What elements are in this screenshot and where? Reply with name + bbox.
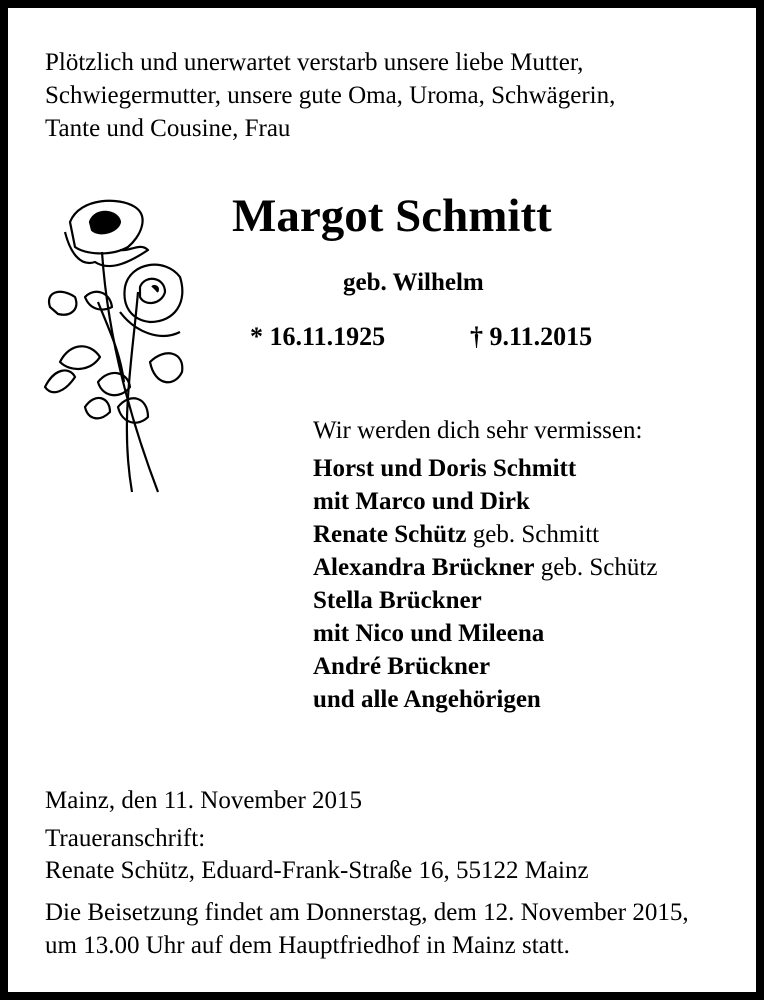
mourner: mit Nico und Mileena	[313, 620, 545, 647]
mourner: Alexandra Brückner geb. Schütz	[313, 554, 658, 581]
burial-line: Die Beisetzung findet am Donnerstag, dem 12. November 2015,	[45, 899, 689, 926]
maiden-name: geb. Wilhelm	[343, 269, 484, 296]
birth-date: * 16.11.1925	[250, 322, 386, 351]
mourner: Stella Brückner	[313, 587, 482, 614]
intro-line: Tante und Cousine, Frau	[45, 115, 291, 142]
mourner: Renate Schütz geb. Schmitt	[313, 521, 600, 548]
mourner: André Brückner	[313, 653, 491, 680]
mourner: mit Marco und Dirk	[313, 488, 530, 515]
mourners-list	[313, 452, 657, 716]
burial-info	[45, 896, 689, 962]
mourning-address: Renate Schütz, Eduard-Frank-Straße 16, 55122 Mainz	[45, 857, 589, 884]
miss-line: Wir werden dich sehr vermissen:	[313, 417, 643, 444]
address-label: Traueranschrift:	[45, 825, 206, 852]
mourner: und alle Angehörigen	[313, 686, 541, 713]
death-date: † 9.11.2015	[470, 322, 593, 351]
intro-line: Plötzlich und unerwartet verstarb unsere liebe Mutter,	[45, 49, 584, 76]
place-date: Mainz, den 11. November 2015	[45, 787, 363, 814]
intro-line: Schwiegermutter, unsere gute Oma, Uroma, Schwägerin,	[45, 82, 616, 109]
rose-illustration	[40, 192, 190, 502]
mourner: Horst und Doris Schmitt	[313, 455, 577, 482]
intro-text	[45, 46, 615, 145]
burial-line: um 13.00 Uhr auf dem Hauptfriedhof in Mainz statt.	[45, 932, 570, 959]
deceased-name: Margot Schmitt	[232, 190, 552, 242]
